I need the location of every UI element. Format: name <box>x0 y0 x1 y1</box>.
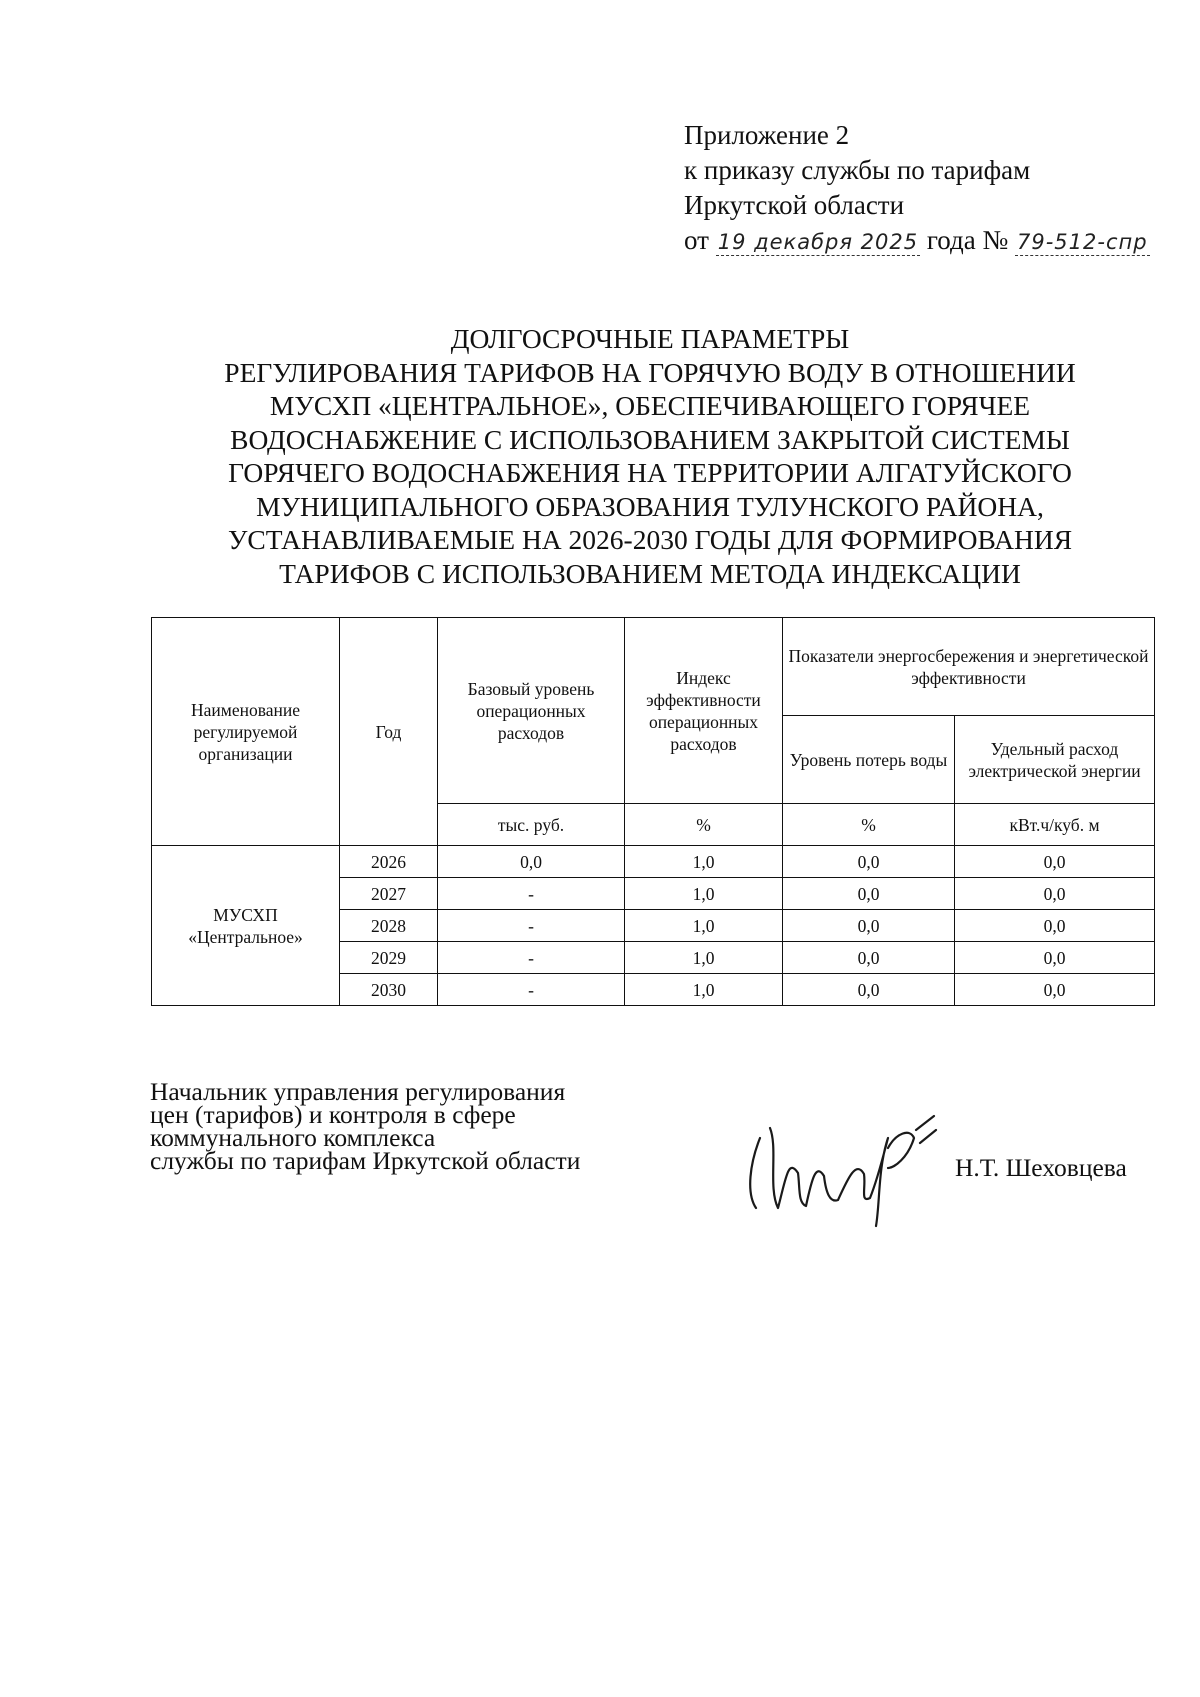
header-base-level: Базовый уровень операционных расходов <box>438 618 625 804</box>
header-efficiency-index: Индекс эффективности операционных расходов <box>625 618 783 804</box>
title-line: ВОДОСНАБЖЕНИЕ С ИСПОЛЬЗОВАНИЕМ ЗАКРЫТОЙ СИСТЕМЫ <box>230 423 1070 455</box>
header-organization: Наименование регулируемой организации <box>152 618 340 846</box>
cell-efficiency-index: 1,0 <box>625 878 783 910</box>
cell-efficiency-index: 1,0 <box>625 942 783 974</box>
title-line: МУНИЦИПАЛЬНОГО ОБРАЗОВАНИЯ ТУЛУНСКОГО РАЙОНА, <box>256 490 1044 522</box>
signatory-position <box>150 1077 581 1175</box>
organization-name: МУСХП «Центральное» <box>152 846 340 1006</box>
year-word: года № <box>926 225 1009 255</box>
appendix-order-ref: к приказу службы по тарифам <box>684 155 1031 185</box>
document-title <box>150 322 1150 590</box>
cell-electricity: 0,0 <box>955 878 1155 910</box>
cell-water-loss: 0,0 <box>783 878 955 910</box>
cell-electricity: 0,0 <box>955 942 1155 974</box>
header-water-loss: Уровень потерь воды <box>783 716 955 804</box>
handwritten-order-number: 79-512-спр <box>1016 230 1148 254</box>
cell-year: 2030 <box>340 974 438 1006</box>
cell-base-level: - <box>438 942 625 974</box>
title-line: ГОРЯЧЕГО ВОДОСНАБЖЕНИЯ НА ТЕРРИТОРИИ АЛГАТУЙСКОГО <box>228 457 1072 488</box>
unit-base-level: тыс. руб. <box>438 804 625 846</box>
title-line: УСТАНАВЛИВАЕМЫЕ НА 2026-2030 ГОДЫ ДЛЯ ФОРМИРОВАНИЯ <box>227 524 1073 555</box>
table-row <box>152 846 1155 878</box>
position-line: коммунального комплекса <box>150 1123 436 1152</box>
cell-base-level: - <box>438 974 625 1006</box>
unit-electricity: кВт.ч/куб. м <box>955 804 1155 846</box>
title-line: МУСХП «ЦЕНТРАЛЬНОЕ», ОБЕСПЕЧИВАЮЩЕГО ГОРЯЧЕЕ <box>269 390 1031 421</box>
cell-efficiency-index: 1,0 <box>625 974 783 1006</box>
position-line: Начальник управления регулирования <box>150 1077 566 1106</box>
parameters-table <box>151 617 1155 1006</box>
appendix-block <box>684 118 1150 258</box>
cell-base-level: - <box>438 910 625 942</box>
header-energy-indicators: Показатели энергосбережения и энергетической эффективности <box>783 618 1155 716</box>
header-electricity: Удельный расход электрической энергии <box>955 716 1155 804</box>
cell-water-loss: 0,0 <box>783 974 955 1006</box>
appendix-number: Приложение 2 <box>684 120 850 150</box>
title-line: РЕГУЛИРОВАНИЯ ТАРИФОВ НА ГОРЯЧУЮ ВОДУ В ОТНОШЕНИИ <box>224 356 1076 388</box>
appendix-date-line <box>684 223 1150 258</box>
handwritten-date: 19 декабря 2025 <box>717 230 919 254</box>
title-line: ТАРИФОВ С ИСПОЛЬЗОВАНИЕМ МЕТОДА ИНДЕКСАЦИИ <box>279 557 1021 589</box>
cell-efficiency-index: 1,0 <box>625 910 783 942</box>
cell-electricity: 0,0 <box>955 846 1155 878</box>
cell-efficiency-index: 1,0 <box>625 846 783 878</box>
appendix-region: Иркутской области <box>684 190 905 220</box>
cell-water-loss: 0,0 <box>783 942 955 974</box>
header-year: Год <box>340 618 438 846</box>
cell-electricity: 0,0 <box>955 974 1155 1006</box>
cell-year: 2029 <box>340 942 438 974</box>
cell-electricity: 0,0 <box>955 910 1155 942</box>
cell-water-loss: 0,0 <box>783 846 955 878</box>
cell-water-loss: 0,0 <box>783 910 955 942</box>
unit-water-loss: % <box>783 804 955 846</box>
handwritten-signature <box>738 1108 938 1228</box>
cell-year: 2026 <box>340 846 438 878</box>
position-line: цен (тарифов) и контроля в сфере <box>150 1100 516 1129</box>
cell-base-level: - <box>438 878 625 910</box>
cell-year: 2027 <box>340 878 438 910</box>
cell-year: 2028 <box>340 910 438 942</box>
from-prefix: от <box>684 225 709 255</box>
signer-name: Н.Т. Шеховцева <box>955 1153 1127 1182</box>
title-line: ДОЛГОСРОЧНЫЕ ПАРАМЕТРЫ <box>450 323 850 354</box>
cell-base-level: 0,0 <box>438 846 625 878</box>
position-line: службы по тарифам Иркутской области <box>150 1146 581 1175</box>
unit-efficiency-index: % <box>625 804 783 846</box>
